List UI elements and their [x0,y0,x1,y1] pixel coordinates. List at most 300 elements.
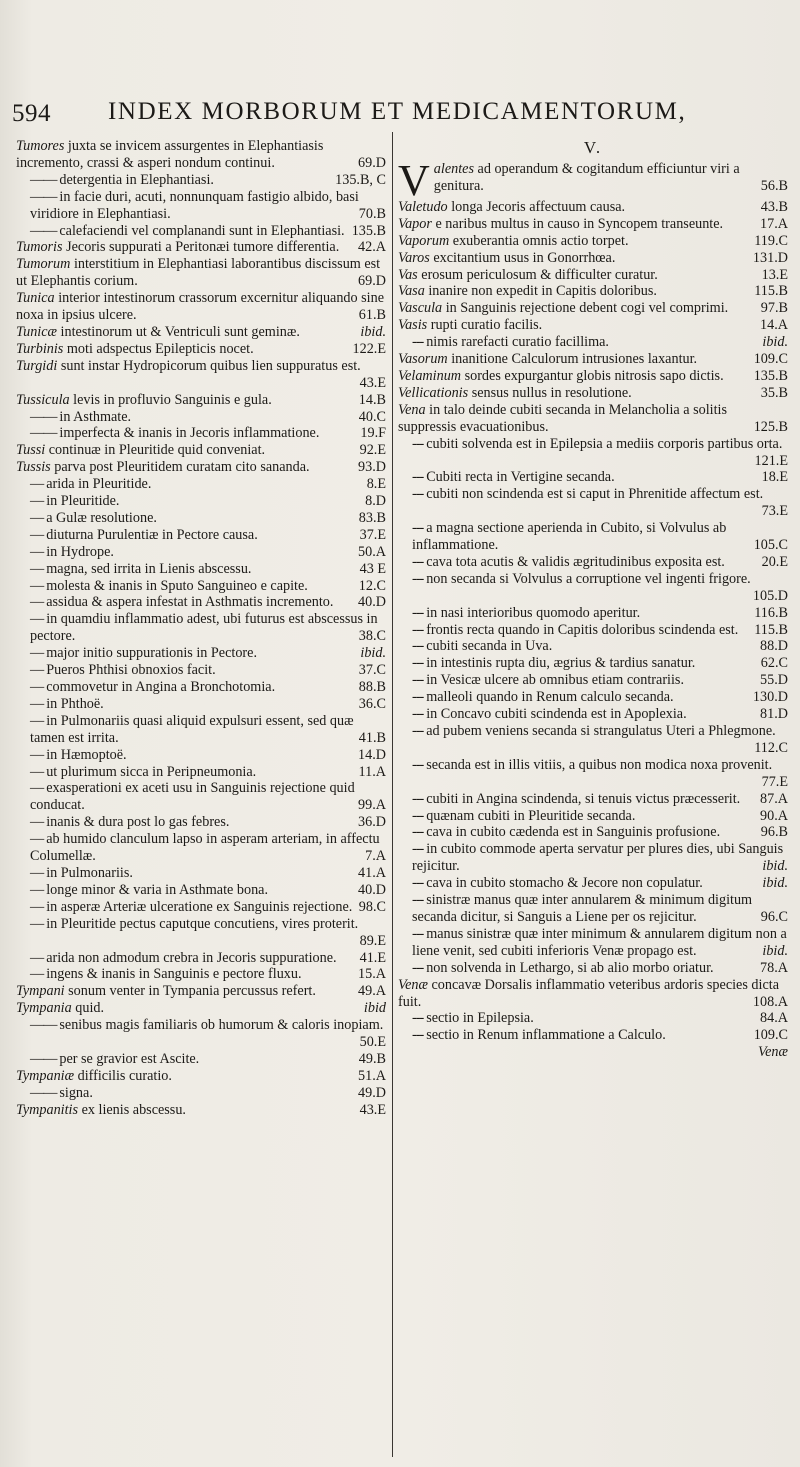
index-entry [398,1027,788,1044]
headword: Vascula [398,300,446,317]
headword: Tunica [16,290,59,307]
entry-text: per se gravior est Ascite. [59,1050,200,1067]
index-entry [398,672,788,689]
headword: Vena [398,401,430,418]
catchword: Venæ [758,1044,788,1061]
repeat-dash: — [30,526,44,543]
headword: Tussicula [16,391,74,408]
page-reference: 121.E [754,452,788,469]
page-reference: 89.E [359,932,386,949]
index-entry [16,983,386,1000]
index-entry [398,841,788,875]
repeat-dash: --- [412,892,424,909]
page-reference: 62.C [760,655,788,672]
index-entry [16,764,386,781]
page-reference: 70.B [358,205,386,222]
entry-text: in Pulmonariis quasi aliquid expulsuri essent, sed quæ tamen est irrita. [30,712,354,746]
page-number: 594 [12,100,51,127]
page-reference: 37.C [358,662,386,679]
page-reference: 49.D [358,1084,386,1101]
index-entry [16,882,386,899]
index-entry [398,622,788,639]
headword: Tympani [16,983,69,1000]
entry-text: cubiti non scindenda est si caput in Phrenitide affectum est. [426,486,764,503]
repeat-dash: — [30,679,44,695]
page-reference: 69.D [358,273,386,290]
headword: Varos [398,249,434,266]
repeat-dash: --- [412,638,424,655]
index-entry [16,662,386,679]
page-reference: 38.C [358,628,386,645]
entry-text: inanis & dura post lo gas febres. [46,814,230,831]
entry-text: sonum venter in Tympania percussus refert. [68,983,316,1000]
page-reference: 130.D [752,689,788,706]
right-index-column [398,138,788,1458]
page-reference: 93.D [358,459,386,476]
index-entry [16,561,386,578]
headword: Turgidi [16,357,61,374]
headword: Tussi [16,442,49,459]
page-reference: ibid [363,1000,386,1017]
headword: Vasis [398,317,431,334]
page-reference: 87.A [760,790,788,807]
entry-text: e naribus multus in causo in Syncopem transeunte. [435,215,724,232]
page-reference: 119.C [754,232,788,249]
entry-text: secanda est in illis vitiis, a quibus non modica noxa provenit. [426,756,773,773]
index-entry [398,571,788,605]
page-reference: 8.D [365,493,386,510]
page-reference: 19.F [360,425,386,442]
repeat-dash: — [30,695,44,712]
entry-text: ingens & inanis in Sanguinis e pectore fluxu. [46,966,302,983]
index-entry [398,368,788,385]
page-header [8,96,792,136]
page-reference: 61.B [358,307,386,324]
index-entry [398,300,788,317]
index-entry [398,757,788,791]
page-reference: 55.D [760,672,788,689]
page-reference: ibid. [762,334,788,351]
index-entry [16,780,386,814]
page-reference: 14.D [358,746,386,763]
index-entry [398,486,788,520]
repeat-dash: —— [30,1050,57,1067]
page-reference: 135.B, C [335,171,386,188]
index-entry [398,469,788,486]
index-entry [16,527,386,544]
repeat-dash: — [30,746,44,763]
page-reference: 36.D [358,814,386,831]
repeat-dash: --- [412,756,424,773]
entry-text: parva post Pleuritidem curatam cito sananda. [54,459,310,476]
entry-text: ad pubem veniens secanda si strangulatus Uteri a Phlegmone. [426,723,776,739]
page-reference: 43.E [359,374,386,391]
index-entry [398,875,788,892]
repeat-dash: — [30,509,44,526]
entry-text: in asperæ Arteriæ ulceratione ex Sanguinis rejectione. [46,898,353,915]
column-divider [392,132,393,1457]
index-entry [16,341,386,358]
page-reference: 40.C [358,408,386,425]
repeat-dash: —— [30,408,57,425]
index-entry [16,189,386,223]
entry-text: magna, sed irrita in Lienis abscessu. [46,560,252,577]
page-reference: 36.C [358,695,386,712]
page-reference: 13.E [761,266,788,283]
index-entry [16,392,386,409]
repeat-dash: --- [412,807,424,824]
entry-text: a magna sectione aperienda in Cubito, si Volvulus ab inflammatione. [412,520,727,554]
index-entry [398,655,788,672]
page-reference: 37.E [359,526,386,543]
headword: Tympanitis [16,1101,82,1118]
repeat-dash: --- [412,570,424,587]
page-reference: ibid. [360,645,386,662]
index-entry [398,791,788,808]
entry-text: interior intestinorum crassorum excernitur aliquando sine noxa in ipsius ulcere. [16,290,385,324]
entry-text: inanitione Calculorum intrusiones laxantur. [451,351,698,368]
index-entry [16,510,386,527]
repeat-dash: —— [30,1084,57,1101]
headword: Vellicationis [398,384,472,401]
page-reference: 17.A [760,215,788,232]
entry-text: difficilis curatio. [77,1067,172,1084]
page-reference: 11.A [358,763,386,780]
index-entry [16,611,386,645]
repeat-dash: --- [412,672,424,689]
repeat-dash: — [30,864,44,881]
repeat-dash: — [30,915,44,932]
entry-text: in Hæmoptoë. [46,746,127,763]
page-reference: 14.A [760,317,788,334]
index-entry [16,899,386,916]
page-reference: 81.D [760,706,788,723]
entry-text: longe minor & varia in Asthmate bona. [46,881,269,898]
page-reference: 109.C [753,1027,788,1044]
index-entry [398,638,788,655]
page-reference: 77.E [761,773,788,790]
entry-text: in Hydrope. [46,543,114,560]
page-reference: 115.B [754,621,788,638]
repeat-dash: — [30,712,44,729]
entry-text: erosum periculosum & difficulter curatur. [421,266,658,283]
entry-text: senibus magis familiaris ob humorum & caloris inopiam. [59,1017,384,1034]
index-entry [16,865,386,882]
entry-text: cava in cubito cædenda est in Sanguinis profusione. [426,824,721,841]
entry-text: in talo deinde cubiti secanda in Melancholia a solitis suppressis evacuationibus. [398,401,727,435]
index-entry-first [398,155,788,205]
page-reference: 105.C [753,537,788,554]
headword: Tumorum [16,256,74,273]
entry-text: intestinorum ut & Ventriculi sunt geminæ. [60,323,300,340]
entry-text: concavæ Dorsalis inflammatio veteribus ardoris species dicta fuit. [398,976,779,1010]
repeat-dash: — [30,645,44,662]
entry-text: in Pleuritide pectus caputque concutiens, vires proterit. [46,915,359,932]
page-reference: 41.E [359,949,386,966]
repeat-dash: --- [412,875,424,892]
entry-text: exasperationi ex aceti usu in Sanguinis rejectione quid conducat. [30,780,355,814]
entry-text: ab humido clanculum lapso in asperam arteriam, in affectu Columellæ. [30,831,380,865]
headword: Valetudo [398,198,452,215]
drop-cap: V [398,155,430,205]
index-entry [398,267,788,284]
page-reference: 56.B [760,177,788,194]
page-reference: 84.A [760,1010,788,1027]
page-reference: 98.C [358,898,386,915]
repeat-dash: — [30,949,44,966]
entry-text: in Sanguinis rejectione debent cogi vel comprimi. [445,300,729,317]
page-reference: 131.D [752,249,788,266]
page-reference: 96.B [760,824,788,841]
index-entry [398,824,788,841]
entry-text: nimis rarefacti curatio facillima. [426,334,609,351]
entry-text: sunt instar Hydropicorum quibus lien suppuratus est. [60,357,361,374]
entry-text: diuturna Purulentiæ in Pectore causa. [46,526,258,543]
index-entry [16,831,386,865]
page-reference: ibid. [762,858,788,875]
page-reference: 50.E [359,1034,386,1051]
index-entry [398,216,788,233]
repeat-dash: --- [412,621,424,638]
entry-text: signa. [59,1084,93,1101]
page-reference: 43.E [359,1101,386,1118]
page-reference: 135.B [753,367,788,384]
running-title: INDEX MORBORUM ET MEDICAMENTORUM, [108,98,687,125]
repeat-dash: — [30,763,44,780]
index-entry [16,239,386,256]
index-entry [16,814,386,831]
entry-text: imperfecta & inanis in Jecoris inflammatione. [59,425,320,442]
repeat-dash: --- [412,1010,424,1027]
entry-text: malleoli quando in Renum calculo secanda. [426,689,674,706]
page-reference: 35.B [760,384,788,401]
index-entry [16,172,386,189]
entry-text: interstitium in Elephantiasi laborantibus discissum est ut Elephantis corium. [16,256,381,290]
headword: Venæ [398,976,432,993]
page-reference: 105.D [752,587,788,604]
index-entry [398,977,788,1011]
index-entry [16,594,386,611]
repeat-dash: --- [412,824,424,841]
entry-text: in Pleuritide. [46,493,120,510]
page-reference: ibid. [360,323,386,340]
entry-text: in Asthmate. [59,408,132,425]
headword: Tympania [16,1000,76,1017]
page-reference: 115.B [754,283,788,300]
repeat-dash: --- [412,689,424,706]
headword: Tussis [16,459,55,476]
repeat-dash: --- [412,604,424,621]
repeat-dash: — [30,814,44,831]
repeat-dash: --- [412,1027,424,1044]
page-reference: 109.C [753,351,788,368]
headword: Vapor [398,215,436,232]
page-reference: 69.D [358,154,386,171]
index-entry [16,679,386,696]
repeat-dash: --- [412,959,424,976]
page-reference: 88.D [760,638,788,655]
page-reference: 41.B [358,729,386,746]
repeat-dash: --- [412,655,424,672]
index-entry [16,358,386,392]
entry-text: cubiti secanda in Uva. [426,638,553,655]
repeat-dash: —— [30,425,57,442]
index-entry [398,960,788,977]
page-reference: 96.C [760,908,788,925]
entry-text: major initio suppurationis in Pectore. [46,645,257,662]
repeat-dash: --- [412,706,424,723]
entry-text: sensus nullus in resolutione. [471,384,632,401]
entry-text: sinistræ manus quæ inter annularem & minimum digitum secanda dicitur, si Sanguis a Liene per os rejicitur. [412,892,753,925]
entry-text: molesta & inanis in Sputo Sanguineo e capite. [46,577,308,594]
repeat-dash: —— [30,222,57,239]
page-reference: 73.E [761,503,788,520]
index-entry [16,544,386,561]
headword: Tunicæ [16,323,61,340]
page-reference: 92.E [359,442,386,459]
index-entry [16,916,386,950]
headword: Vas [398,266,422,283]
entry-text: cubiti in Angina scindenda, si tenuis victus præcesserit. [426,790,741,807]
entry-text: in nasi interioribus quomodo aperitur. [426,604,641,621]
index-entry [398,723,788,757]
entry-text: sectio in Renum inflammatione a Calculo. [426,1027,666,1044]
repeat-dash: --- [412,435,424,452]
entry-text: in quamdiu inflammatio adest, ubi futurus est abscessus in pectore. [30,611,378,645]
repeat-dash: --- [412,841,424,858]
repeat-dash: --- [412,469,424,486]
index-entry [398,706,788,723]
index-entry [398,385,788,402]
index-entry [398,1010,788,1027]
index-entry [398,520,788,554]
entry-text: in Pulmonariis. [46,864,133,881]
page-reference: 125.B [753,418,788,435]
index-entry [398,808,788,825]
page-reference: 88.B [358,679,386,695]
entry-text: quænam cubiti in Pleuritide secanda. [426,807,636,824]
repeat-dash: --- [412,925,424,942]
page-reference: 97.B [760,300,788,317]
entry-text: arida in Pleuritide. [46,476,152,493]
index-entry [398,351,788,368]
entry-text: cubiti solvenda est in Epilepsia a mediis corporis partibus orta. [426,435,783,452]
page-reference: 18.E [761,469,788,486]
index-entry [16,747,386,764]
page-reference: 7.A [365,848,386,865]
entry-text: quid. [75,1000,105,1017]
repeat-dash: —— [30,171,57,188]
index-entry [16,409,386,426]
headword: Vasorum [398,351,452,368]
entry-text: a Gulæ resolutione. [46,509,157,526]
page-reference: 40.D [358,881,386,898]
index-entry [16,950,386,967]
index-entry [398,233,788,250]
index-entry [16,290,386,324]
page-reference: 43.B [760,198,788,215]
entry-text: in intestinis rupta diu, ægrius & tardius sanatur. [426,655,696,672]
repeat-dash: — [30,662,44,679]
repeat-dash: —— [30,188,57,205]
entry-text: manus sinistræ quæ inter minimum & annularem digitum non a liene venit, sed cubiti inferioris Venæ propago est. [412,925,787,959]
repeat-dash: --- [412,723,424,739]
entry-text: in Vesicæ ulcere ab omnibus etiam contrariis. [426,672,684,689]
page-reference: 40.D [358,594,386,611]
entry-text: sordes expurgantur globis nitrosis sapo dictis. [464,367,724,384]
headword: Turbinis [16,340,67,357]
page-reference: ibid. [762,942,788,959]
entry-text: in Concavo cubiti scindenda est in Apoplexia. [426,706,687,723]
page-reference: 20.E [761,553,788,570]
entry-text: ex lienis abscessu. [81,1101,186,1118]
entry-text: ut plurimum sicca in Peripneumonia. [46,763,257,780]
entry-text: calefaciendi vel complanandi sunt in Elephantiasi. [59,222,345,239]
entry-text: in Phthoë. [46,695,104,712]
page-reference: 90.A [760,807,788,824]
entry-text: cava tota acutis & validis ægritudinibus exposita est. [426,553,725,570]
entry-text: moti adspectus Epilepticis nocet. [66,340,254,357]
index-entry [398,892,788,926]
index-entry [16,324,386,341]
repeat-dash: — [30,881,44,898]
repeat-dash: — [30,966,44,983]
index-entry [16,696,386,713]
repeat-dash: — [30,476,44,493]
index-entry [398,436,788,470]
repeat-dash: — [30,543,44,560]
page-reference: 50.A [358,543,386,560]
index-entry [16,1068,386,1085]
index-entry [16,578,386,595]
page-reference: 49.B [358,1050,386,1067]
right-entries [398,199,788,1044]
index-entry [398,689,788,706]
index-entry [16,713,386,747]
repeat-dash: --- [412,334,424,351]
index-entry [398,283,788,300]
headword: Vasa [398,283,429,300]
entry-text: Cubiti recta in Vertigine secanda. [426,469,615,486]
index-entry [398,199,788,216]
entry-text: frontis recta quando in Capitis doloribus scindenda est. [426,621,739,638]
entry-text: non secanda si Volvulus a corruptione vel ingenti frigore. [426,570,751,587]
headword: Velaminum [398,367,465,384]
index-entry [16,138,386,172]
index-entry [398,250,788,267]
repeat-dash: — [30,831,44,848]
entry-text: levis in profluvio Sanguinis e gula. [73,391,272,408]
index-entry [398,605,788,622]
page-reference: ibid. [762,875,788,892]
headword: Tumores [16,138,68,154]
entry-text: detergentia in Elephantiasi. [59,171,214,188]
headword: Vaporum [398,232,453,249]
entry-text: arida non admodum crebra in Jecoris suppuratione. [46,949,337,966]
repeat-dash: --- [412,520,424,537]
page-reference: 49.A [358,983,386,1000]
entry-text: sectio in Epilepsia. [426,1010,534,1027]
index-entry [16,223,386,240]
entry-text: Jecoris suppurati a Peritonæi tumore differentia. [66,239,340,256]
index-entry [16,442,386,459]
index-entry [16,966,386,983]
entry-text: exuberantia omnis actio torpet. [452,232,629,249]
page-reference: 8.E [366,476,386,493]
page-reference: 51.A [358,1067,386,1084]
page-reference: 14.B [358,391,386,408]
entry-text: excitantium usus in Gonorrhœa. [433,249,616,266]
